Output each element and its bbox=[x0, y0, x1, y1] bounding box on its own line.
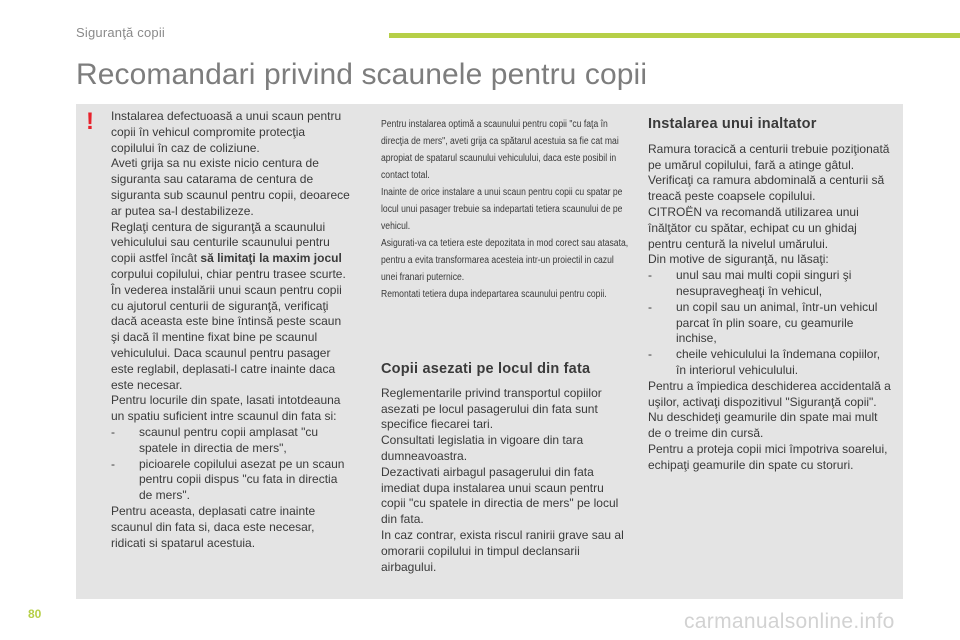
list-item: - picioarele copilului asezat pe un scaun pentru copii dispus "cu fata in directia de mers". bbox=[111, 456, 345, 503]
paragraph: Aveti grija sa nu existe nicio centura de siguranta sau catarama de centura de siguranta sub scaunul pentru copii, deoarece ar putea sa-l destabilizeze. bbox=[111, 156, 350, 218]
paragraph: Pentru a împiedica deschiderea accidentală a uşilor, activaţi dispozitivul "Siguranţă copii". bbox=[648, 378, 891, 409]
list-item: - un copil sau un animal, într-un vehicul parcat în plin soare, cu geamurile inchise, bbox=[648, 299, 878, 346]
front-seat-section bbox=[381, 362, 627, 575]
paragraph: CITROËN va recomandă utilizarea unui înălţător cu spătar, echipat cu un ghidaj pentru centură la nivelul umărului. bbox=[648, 204, 859, 251]
list-item: - scaunul pentru copii amplasat "cu spatele in directia de mers", bbox=[111, 424, 319, 455]
paragraph: Consultati legislatia in vigoare din tara dumneavoastra. bbox=[381, 433, 584, 463]
headrest-notes bbox=[381, 116, 632, 303]
paragraph: În vederea instalării unui scaun pentru copii cu ajutorul centurii de siguranţă, verificaţi dacă aceasta este bine întinsă peste scaun şi dacă îl mentine fixat bine pe scaunul vehiculului. Daca scaunul pentru pasager este reglabil, deplasati-l catre inainte daca este necesar. bbox=[111, 282, 342, 392]
paragraph: Ramura toracică a centurii trebuie poziţionată pe umărul copilului, fară a atinge gâtul. bbox=[648, 141, 890, 172]
emphasis-text: să limitaţi la maxim jocul bbox=[200, 251, 342, 266]
paragraph: Instalarea defectuoasă a unui scaun pentru copii în vehicul compromite protecţia copilului în caz de coliziune. bbox=[111, 109, 342, 155]
paragraph: Pentru a proteja copii mici împotriva soarelui, echipaţi geamurile din spate cu storuri. bbox=[648, 441, 888, 472]
paragraph: Reglementarile privind transportul copiilor asezati pe locul pasagerului din fata sunt specifice fiecarei tari. bbox=[381, 385, 602, 432]
note: Asigurati-va ca tetiera este depozitata in mod corect sau atasata, pentru a evita transformarea acesteia intr-un proiectil in cazul unei franari puternice. bbox=[381, 238, 629, 283]
paragraph: Verificaţi ca ramura abdominală a centurii să treacă peste coapsele copilului. bbox=[648, 173, 885, 204]
section-title: Instalarea unui inaltator bbox=[648, 116, 817, 132]
header-accent-bar bbox=[389, 33, 960, 38]
paragraph: Din motive de siguranţă, nu lăsaţi: bbox=[648, 252, 829, 267]
list-item: - unul sau mai multi copii singuri şi nesupravegheaţi în vehicul, bbox=[648, 268, 852, 298]
list-item: - cheile vehiculului la îndemana copiilor, în interiorul vehiculului. bbox=[648, 347, 881, 377]
note: Inainte de orice instalare a unui scaun pentru copii cu spatar pe locul unui pasager trebuie sa indepartati tetiera scaunului de pe vehicul. bbox=[381, 187, 623, 232]
section-label: Siguranţă copii bbox=[76, 25, 165, 40]
section-title: Copii asezati pe locul din fata bbox=[381, 361, 591, 377]
warning-icon: ! bbox=[86, 108, 94, 135]
paragraph: In caz contrar, exista riscul ranirii grave sau al omorarii copilului in timpul declansarii airbagului. bbox=[381, 527, 624, 574]
paragraph: Reglaţi centura de siguranţă a scaunului vehiculului sau centurile scaunului pentru copii astfel încât să limitaţi la maxim jocul corpului copilului, chiar pentru trasee scurte. bbox=[111, 219, 346, 281]
paragraph: Nu deschideţi geamurile din spate mai mult de o treime din cursă. bbox=[648, 410, 878, 441]
paragraph: Dezactivati airbagul pasagerului din fata imediat dupa instalarea unui scaun pentru copii "cu spatele in directia de mers" pe locul din fata. bbox=[381, 464, 619, 527]
watermark: carmanualsonline.info bbox=[684, 610, 895, 633]
paragraph: Pentru locurile din spate, lasati intotdeauna un spatiu suficient intre scaunul din fata si: bbox=[111, 393, 341, 424]
note: Remontati tetiera dupa indepartarea scaunului pentru copii. bbox=[381, 289, 607, 300]
booster-seat-section bbox=[648, 117, 893, 474]
warning-text-column bbox=[111, 109, 351, 551]
note: Pentru instalarea optimă a scaunului pentru copii "cu faţa în direcţia de mers", aveti grija ca spătarul acestuia sa fie cat mai apropiat de spatarul scaunului vehiculului, daca este posibil in contact total. bbox=[381, 119, 619, 181]
page-number: 80 bbox=[28, 607, 42, 621]
paragraph: Pentru aceasta, deplasati catre inainte scaunul din fata si, daca este necesar, ridicati si spatarul acestuia. bbox=[111, 503, 316, 550]
page-title: Recomandari privind scaunele pentru copii bbox=[76, 58, 648, 91]
